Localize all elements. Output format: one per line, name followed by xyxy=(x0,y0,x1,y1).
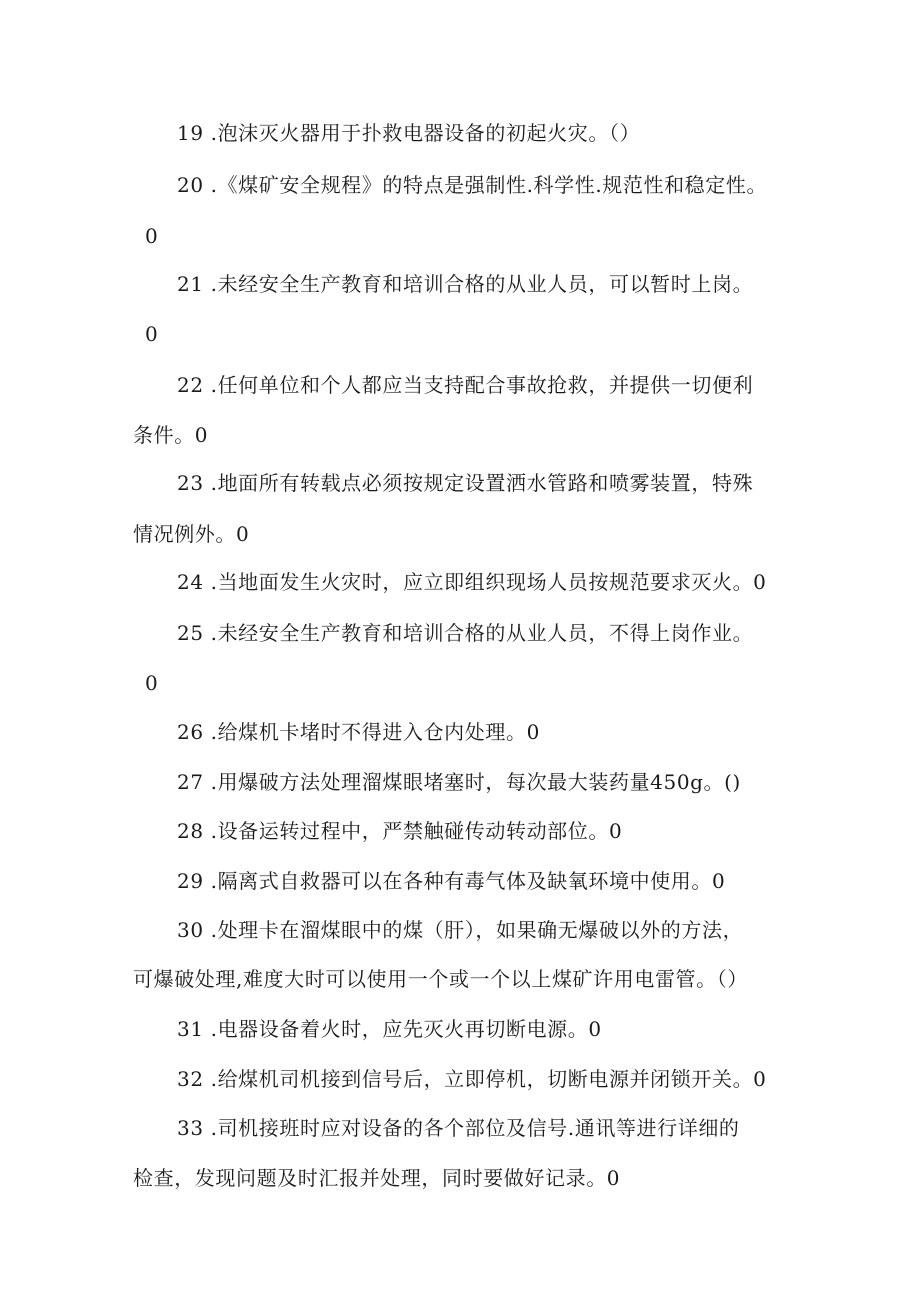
text-line: 28 .设备运转过程中，严禁触碰传动转动部位。0 xyxy=(177,819,623,843)
text-line: 32 .给煤机司机接到信号后，立即停机，切断电源并闭锁开关。0 xyxy=(177,1067,767,1091)
text-line: 22 .任何单位和个人都应当支持配合事故抢救，并提供一切便利 xyxy=(177,373,754,397)
text-line: 24 .当地面发生火灾时，应立即组织现场人员按规范要求灭火。0 xyxy=(177,570,767,594)
text-line: 0 xyxy=(145,322,159,346)
text-line: 25 .未经安全生产教育和培训合格的从业人员，不得上岗作业。 xyxy=(177,621,754,645)
text-line: 可爆破处理,难度大时可以使用一个或一个以上煤矿许用电雷管。（） xyxy=(133,967,748,991)
text-line: 19 .泡沫灭火器用于扑救电器设备的初起火灾。（） xyxy=(177,121,641,145)
text-line: 检查，发现问题及时汇报并处理，同时要做好记录。0 xyxy=(133,1166,621,1190)
text-line: 21 .未经安全生产教育和培训合格的从业人员，可以暂时上岗。 xyxy=(177,272,754,296)
text-line: 30 .处理卡在溜煤眼中的煤（肝），如果确无爆破以外的方法， xyxy=(177,918,744,942)
text-line: 31 .电器设备着火时，应先灭火再切断电源。0 xyxy=(177,1017,602,1041)
text-line: 33 .司机接班时应对设备的各个部位及信号.通讯等进行详细的 xyxy=(177,1116,740,1140)
text-line: 29 .隔离式自救器可以在各种有毒气体及缺氧环境中使用。0 xyxy=(177,869,726,893)
text-line: 条件。0 xyxy=(133,423,209,447)
text-line: 0 xyxy=(145,224,159,248)
text-line: 情况例外。0 xyxy=(133,522,250,546)
text-line: 23 .地面所有转载点必须按规定设置洒水管路和喷雾装置，特殊 xyxy=(177,471,754,495)
text-line: 0 xyxy=(145,671,159,695)
text-line: 26 .给煤机卡堵时不得进入仓内处理。0 xyxy=(177,720,540,744)
text-line: 20 .《煤矿安全规程》的特点是强制性.科学性.规范性和稳定性。 xyxy=(177,173,768,197)
text-line: 27 .用爆破方法处理溜煤眼堵塞时，每次最大装药量450g。() xyxy=(177,770,741,794)
